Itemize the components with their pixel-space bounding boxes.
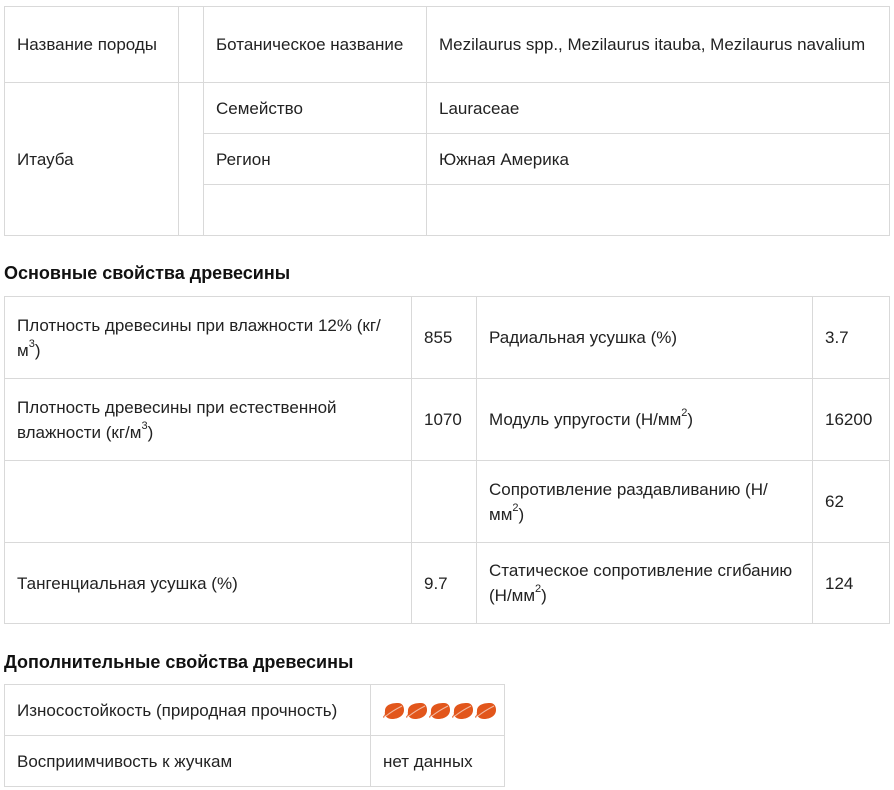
empty-cell <box>5 461 412 543</box>
density-12-value: 855 <box>412 297 477 379</box>
family-label: Семейство <box>204 83 427 134</box>
tangential-shrink-label: Тангенциальная усушка (%) <box>5 543 412 624</box>
durability-leaves <box>383 702 497 720</box>
empty-cell <box>427 185 890 236</box>
breed-value: Итауба <box>5 83 179 236</box>
crush-resistance-label: Сопротивление раздавливанию $(Н/мм^2)$ <box>477 461 813 543</box>
family-value: Lauraceae <box>427 83 890 134</box>
elastic-modulus-label: Модуль упругости $(Н/мм^2)$ <box>477 379 813 461</box>
table-row <box>5 461 890 543</box>
leaf-icon <box>406 702 428 720</box>
region-label: Регион <box>204 134 427 185</box>
empty-cell <box>204 185 427 236</box>
empty-cell <box>412 461 477 543</box>
extra-properties-table <box>4 684 505 787</box>
radial-shrink-label: Радиальная усушка (%) <box>477 297 813 379</box>
density-natural-value: 1070 <box>412 379 477 461</box>
beetle-susceptibility-value: нет данных <box>371 736 505 787</box>
botanical-label: Ботаническое название <box>204 7 427 83</box>
leaf-icon <box>383 702 405 720</box>
density-natural-label: Плотность древесины при естественной влажности $(кг/м^3)$ <box>5 379 412 461</box>
table-row <box>5 685 505 736</box>
wood-info-table <box>4 6 890 236</box>
radial-shrink-value: 3.7 <box>813 297 890 379</box>
table-row <box>5 736 505 787</box>
bending-resistance-label: Статическое сопротивление сгибанию $(Н/мм^2)$ <box>477 543 813 624</box>
spacer-cell <box>179 7 204 83</box>
bending-resistance-value: 124 <box>813 543 890 624</box>
region-value: Южная Америка <box>427 134 890 185</box>
spacer-cell <box>179 83 204 236</box>
leaf-icon <box>429 702 451 720</box>
table-row <box>5 83 890 134</box>
table-row <box>5 543 890 624</box>
beetle-susceptibility-label: Восприимчивость к жучкам <box>5 736 371 787</box>
elastic-modulus-value: 16200 <box>813 379 890 461</box>
leaf-icon <box>475 702 497 720</box>
durability-rating <box>371 685 505 736</box>
table-row <box>5 379 890 461</box>
extra-properties-heading: Дополнительные свойства древесины <box>4 652 354 672</box>
table-row <box>5 7 890 83</box>
crush-resistance-value: 62 <box>813 461 890 543</box>
basic-properties-table <box>4 296 890 624</box>
breed-label: Название породы <box>5 7 179 83</box>
botanical-value: Mezilaurus spp., Mezilaurus itauba, Mezilaurus navalium <box>427 7 890 83</box>
table-row <box>5 297 890 379</box>
durability-label: Износостойкость (природная прочность) <box>5 685 371 736</box>
density-12-label: Плотность древесины при влажности 12% $(кг/м^3)$ <box>5 297 412 379</box>
basic-properties-heading: Основные свойства древесины <box>4 263 291 283</box>
tangential-shrink-value: 9.7 <box>412 543 477 624</box>
leaf-icon <box>452 702 474 720</box>
